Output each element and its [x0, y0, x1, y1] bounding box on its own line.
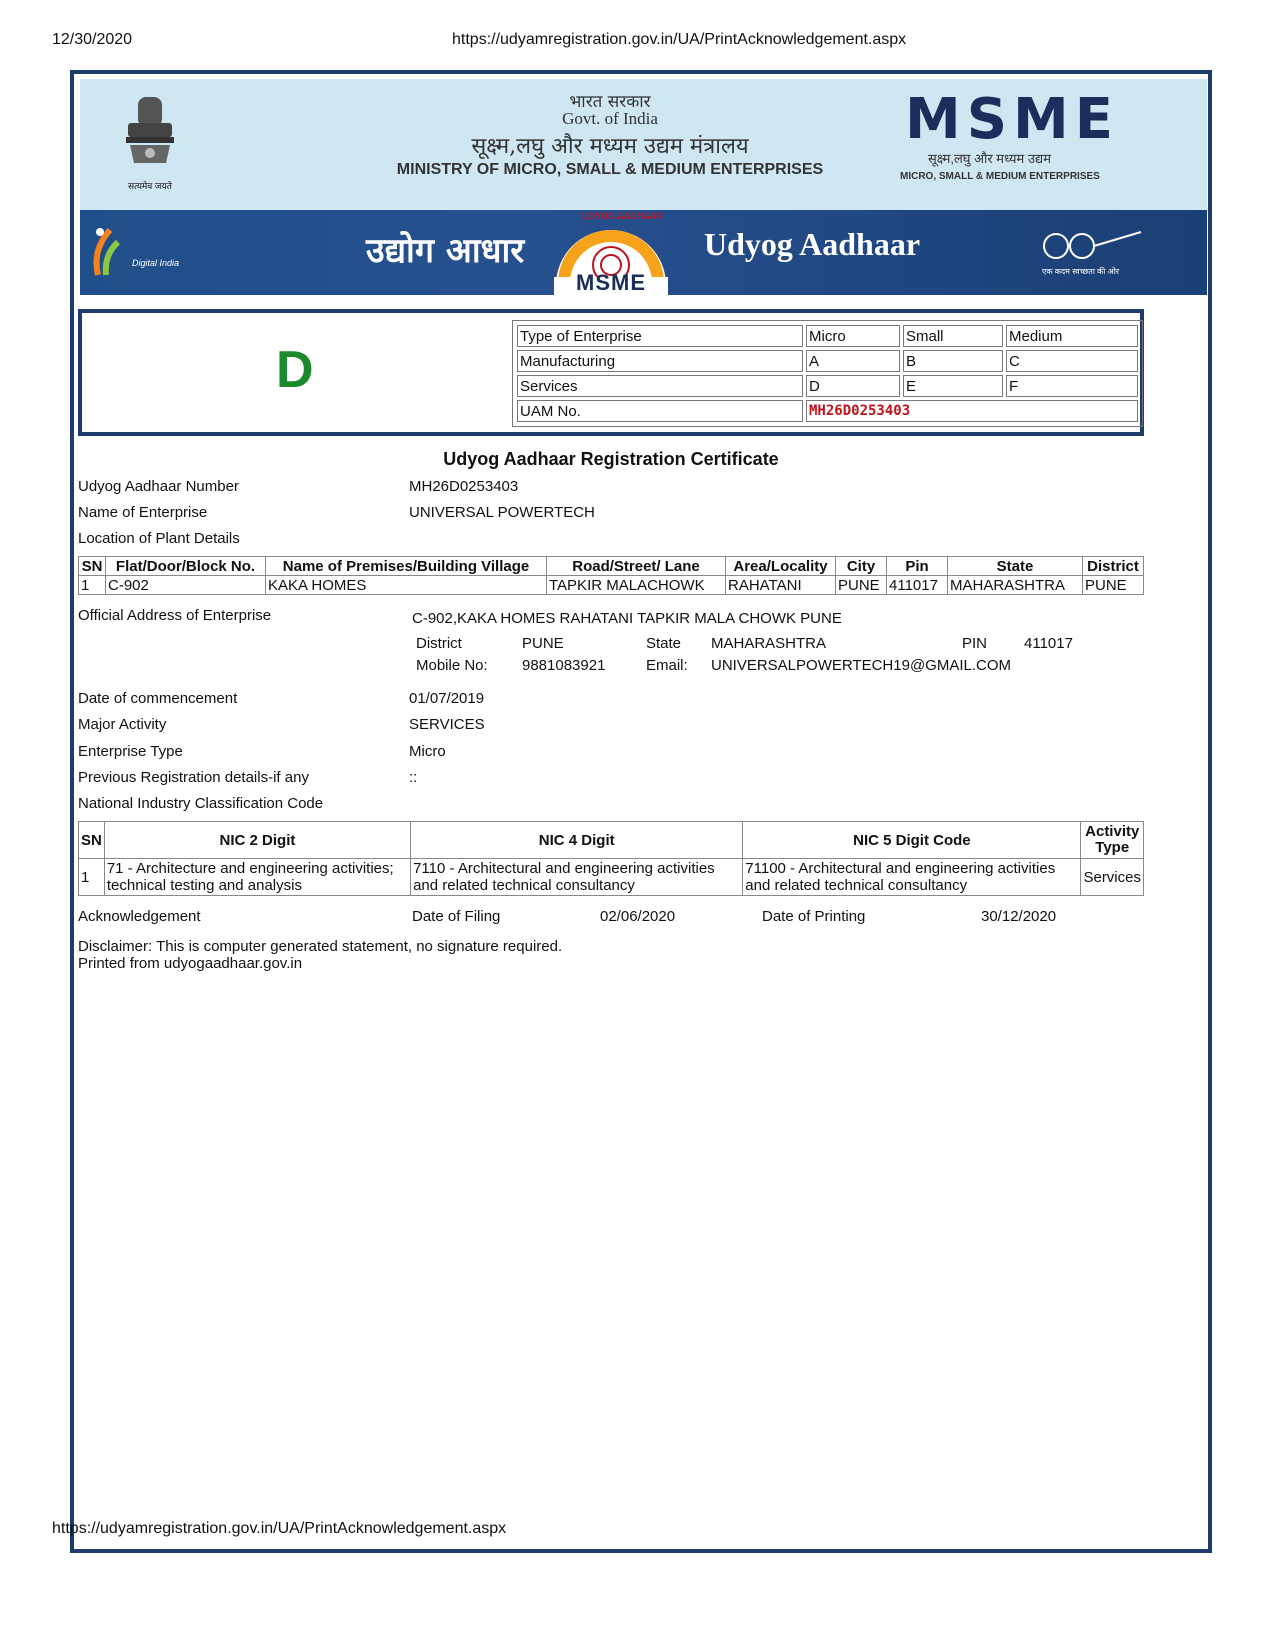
column-header: NIC 5 Digit Code	[743, 822, 1081, 859]
table-cell: C	[1006, 350, 1138, 372]
disclaimer: Disclaimer: This is computer generated statement, no signature required.	[78, 938, 563, 955]
msme-hindi: सूक्ष्म,लघु और मध्यम उद्यम	[928, 151, 1051, 166]
table-cell: Manufacturing	[517, 350, 803, 372]
table-row	[517, 325, 1138, 347]
mobile-value: 9881083921	[522, 657, 606, 674]
printing-date: 30/12/2020	[981, 908, 1057, 925]
aadhaar-number-label: Udyog Aadhaar Number	[78, 478, 239, 495]
column-header: Activity Type	[1081, 822, 1144, 859]
previous-registration-label: Previous Registration details-if any	[78, 769, 309, 786]
email-value: UNIVERSALPOWERTECH19@GMAIL.COM	[711, 657, 1012, 674]
udyog-hindi: उद्योग आधार	[366, 231, 525, 271]
print-url[interactable]: https://udyamregistration.gov.in/UA/PrintAcknowledgement.aspx	[452, 31, 907, 48]
msme-logo: MSME	[905, 87, 1120, 152]
table-cell: Type of Enterprise	[517, 325, 803, 347]
govt-of-india: Govt. of India	[562, 109, 658, 128]
digital-india-logo-icon	[90, 220, 130, 280]
ministry-name: MINISTRY OF MICRO, SMALL & MEDIUM ENTERPRISES	[396, 161, 824, 178]
column-header: Pin	[887, 557, 948, 576]
enterprise-type-label: Enterprise Type	[78, 743, 183, 760]
commencement-value: 01/07/2019	[409, 690, 485, 707]
official-address-label: Official Address of Enterprise	[78, 607, 272, 624]
column-header: Name of Premises/Building Village	[266, 557, 547, 576]
digital-india-text: Digital India	[132, 258, 180, 268]
table-row	[79, 576, 1144, 595]
official-address: C-902,KAKA HOMES RAHATANI TAPKIR MALA CHOWK PUNE	[412, 610, 842, 627]
table-cell: 71100 - Architectural and engineering activities and related technical consultancy	[743, 859, 1081, 896]
table-cell: 7110 - Architectural and engineering activities and related technical consultancy	[411, 859, 743, 896]
table-row	[79, 859, 1144, 896]
nic-table	[78, 821, 1144, 896]
table-cell: E	[903, 375, 1003, 397]
table-cell: Small	[903, 325, 1003, 347]
filing-date-label: Date of Filing	[412, 908, 501, 925]
nic-label: National Industry Classification Code	[78, 795, 324, 812]
table-cell: Micro	[806, 325, 900, 347]
table-cell: Services	[517, 375, 803, 397]
mobile-label: Mobile No:	[416, 657, 488, 674]
table-row	[517, 400, 1138, 422]
table-cell: Medium	[1006, 325, 1138, 347]
column-header: Flat/Door/Block No.	[106, 557, 266, 576]
table-cell: B	[903, 350, 1003, 372]
enterprise-type-value: Micro	[409, 743, 446, 760]
swachh-caption: एक कदम स्वच्छता की ओर	[1042, 267, 1120, 276]
enterprise-type-table	[514, 322, 1141, 425]
table-cell: C-902	[106, 576, 266, 595]
print-date: 12/30/2020	[52, 31, 133, 48]
column-header: SN	[79, 822, 105, 859]
aadhaar-number: MH26D0253403	[409, 478, 519, 495]
state-value: MAHARASHTRA	[711, 635, 827, 652]
pin-label: PIN	[962, 635, 988, 652]
table-row	[517, 350, 1138, 372]
plant-table	[78, 556, 1144, 595]
uam-number: MH26D0253403	[806, 400, 1138, 422]
table-cell: D	[806, 375, 900, 397]
emblem-caption: सत्यमेव जयते	[128, 181, 172, 191]
column-header: SN	[79, 557, 106, 576]
district-value: PUNE	[522, 635, 564, 652]
table-header-row	[79, 822, 1144, 859]
column-header: Road/Street/ Lane	[547, 557, 726, 576]
acknowledgement-label: Acknowledgement	[78, 908, 201, 925]
district-label: District	[416, 635, 462, 652]
certificate-title: Udyog Aadhaar Registration Certificate	[443, 449, 779, 469]
table-cell: F	[1006, 375, 1138, 397]
table-cell: A	[806, 350, 900, 372]
center-msme-text: MSME	[576, 270, 646, 295]
column-header: NIC 4 Digit	[411, 822, 743, 859]
table-cell: 1	[79, 859, 105, 896]
column-header: State	[948, 557, 1083, 576]
column-header: District	[1083, 557, 1144, 576]
enterprise-type-table-wrap	[512, 320, 1143, 427]
printed-from: Printed from udyogaadhaar.gov.in	[78, 955, 303, 972]
email-label: Email:	[646, 657, 688, 674]
major-activity-label: Major Activity	[78, 716, 167, 733]
hindi-govt: भारत सरकार	[569, 92, 651, 112]
table-cell: KAKA HOMES	[266, 576, 547, 595]
pin-value: 411017	[1024, 635, 1073, 652]
state-label: State	[646, 635, 682, 652]
center-arc-text: UDYOG AADHAAR	[582, 211, 663, 221]
table-cell: PUNE	[836, 576, 887, 595]
udyog-english: Udyog Aadhaar	[704, 226, 921, 262]
msme-sub: MICRO, SMALL & MEDIUM ENTERPRISES	[900, 171, 1100, 182]
enterprise-name: UNIVERSAL POWERTECH	[409, 504, 595, 521]
table-row	[517, 375, 1138, 397]
banner-top	[80, 79, 1207, 210]
table-cell: 71 - Architecture and engineering activities; technical testing and analysis	[104, 859, 410, 896]
column-header: Area/Locality	[726, 557, 836, 576]
table-cell: Services	[1081, 859, 1144, 896]
table-cell: TAPKIR MALACHOWK	[547, 576, 726, 595]
footer-url[interactable]: https://udyamregistration.gov.in/UA/PrintAcknowledgement.aspx	[52, 1520, 507, 1537]
printing-date-label: Date of Printing	[762, 908, 866, 925]
table-cell: PUNE	[1083, 576, 1144, 595]
uam-label: UAM No.	[517, 400, 803, 422]
table-cell: 1	[79, 576, 106, 595]
hindi-ministry: सूक्ष्म,लघु और मध्यम उद्यम मंत्रालय	[471, 134, 749, 159]
previous-registration-value: ::	[409, 769, 418, 786]
table-cell: MAHARASHTRA	[948, 576, 1083, 595]
enterprise-name-label: Name of Enterprise	[78, 504, 208, 521]
column-header: NIC 2 Digit	[104, 822, 410, 859]
table-cell: 411017	[887, 576, 948, 595]
table-cell: RAHATANI	[726, 576, 836, 595]
filing-date: 02/06/2020	[600, 908, 676, 925]
column-header: City	[836, 557, 887, 576]
table-header-row	[79, 557, 1144, 576]
category-letter: D	[276, 341, 314, 399]
plant-location-label: Location of Plant Details	[78, 530, 240, 547]
major-activity-value: SERVICES	[409, 716, 485, 733]
commencement-label: Date of commencement	[78, 690, 238, 707]
